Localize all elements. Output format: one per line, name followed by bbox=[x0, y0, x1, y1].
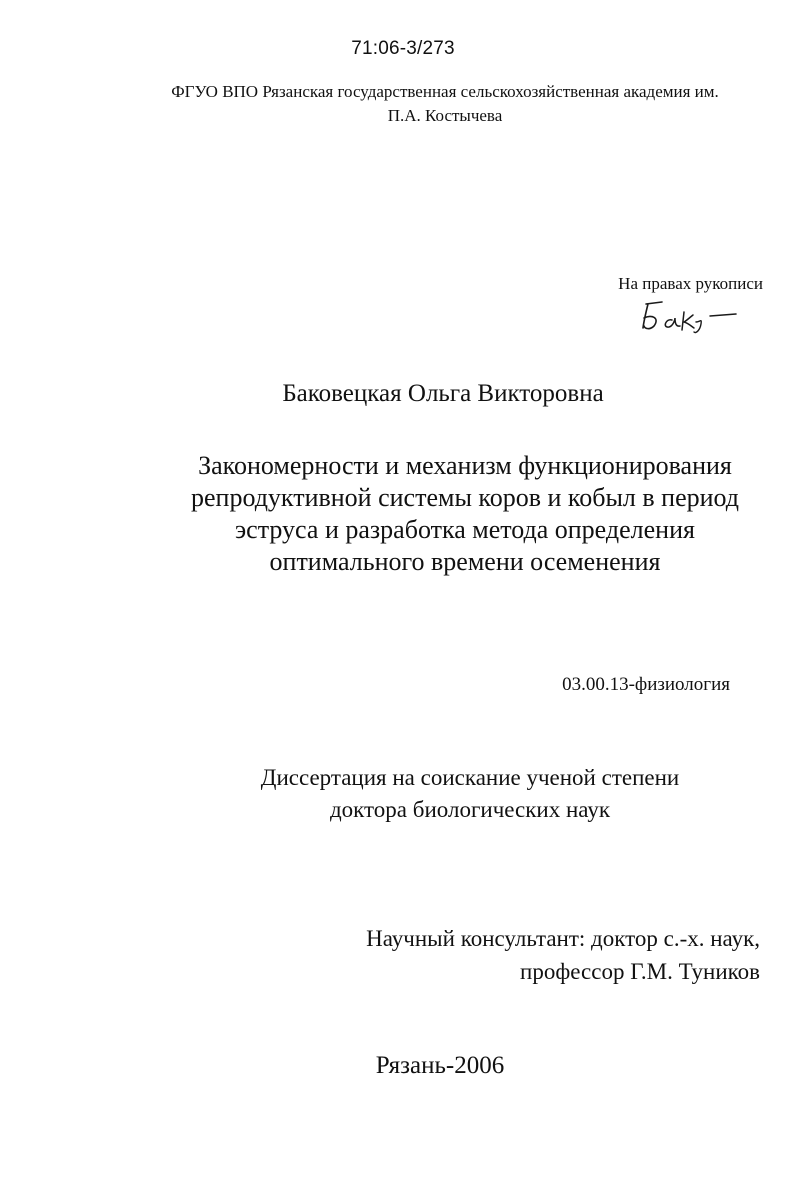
institution-line-2: П.А. Костычева bbox=[387, 106, 503, 125]
institution-name bbox=[100, 80, 790, 128]
manuscript-rights-note: На правах рукописи bbox=[618, 274, 763, 293]
scientific-consultant bbox=[250, 922, 770, 988]
author-name: Баковецкая Ольга Викторовна bbox=[282, 380, 604, 407]
city-and-year: Рязань-2006 bbox=[375, 1052, 505, 1079]
handwritten-signature bbox=[636, 298, 746, 336]
institution-line-1: ФГУО ВПО Рязанская государственная сельскохозяйственная академия им. bbox=[171, 82, 719, 101]
title-line-4: оптимального времени осеменения bbox=[269, 547, 661, 576]
degree-line-2: доктора биологических наук bbox=[329, 797, 611, 822]
title-line-1: Закономерности и механизм функционирования bbox=[198, 451, 732, 480]
consultant-line-2: профессор Г.М. Туников bbox=[520, 959, 760, 984]
title-line-3: эструса и разработка метода определения bbox=[235, 515, 695, 544]
degree-line-1: Диссертация на соискание ученой степени bbox=[260, 765, 680, 790]
degree-statement bbox=[150, 762, 790, 826]
document-code-number: 71:06-3/273 bbox=[351, 38, 455, 59]
title-line-2: репродуктивной системы коров и кобыл в период bbox=[190, 483, 740, 512]
dissertation-title bbox=[100, 450, 798, 578]
consultant-line-1: Научный консультант: доктор с.-х. наук, bbox=[366, 926, 760, 951]
specialty-code: 03.00.13-физиология bbox=[562, 674, 730, 695]
